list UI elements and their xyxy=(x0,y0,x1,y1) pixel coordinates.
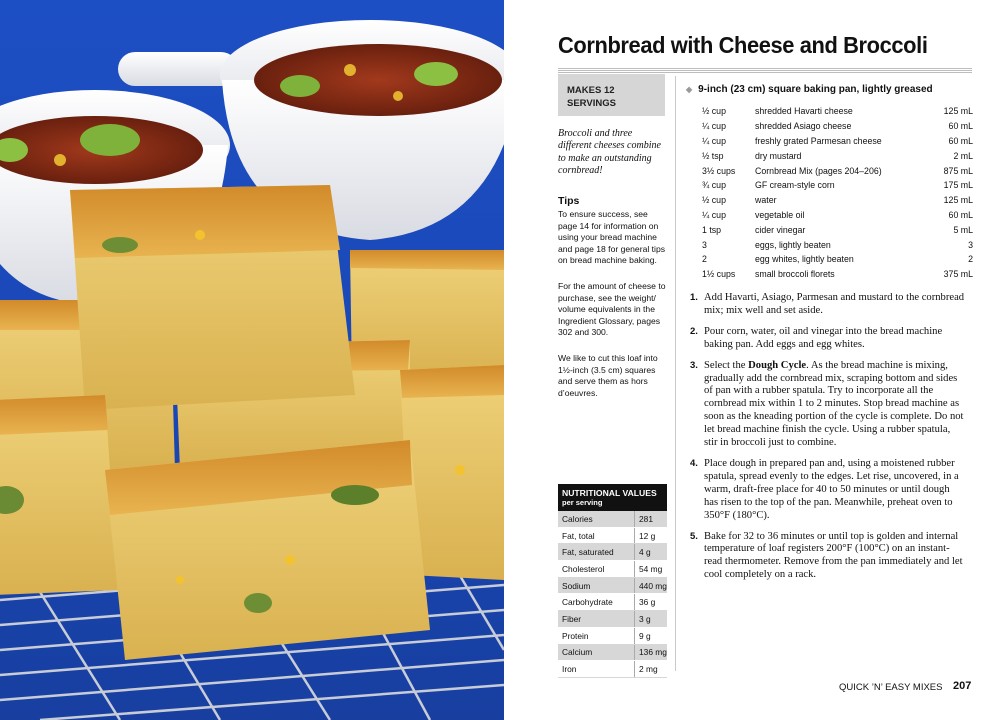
ingredient-quantity: ¾ cup xyxy=(702,180,726,191)
nutrition-rows xyxy=(558,511,667,678)
nutrient-value: 2 mg xyxy=(639,664,658,675)
nutrition-row xyxy=(558,594,667,611)
nutrition-table xyxy=(558,484,667,678)
ingredient-name: cider vinegar xyxy=(755,224,806,235)
nutrient-label: Fat, saturated xyxy=(558,544,635,560)
recipe-page xyxy=(504,0,1008,720)
step-number: 5. xyxy=(690,530,698,542)
nutrient-value: 4 g xyxy=(639,547,651,558)
nutrient-value: 281 xyxy=(639,513,653,524)
ingredient-name: shredded Havarti cheese xyxy=(755,106,853,117)
ingredient-metric: 60 mL xyxy=(948,135,973,146)
ingredient-name: water xyxy=(755,195,777,206)
ingredient-name: Cornbread Mix (pages 204–206) xyxy=(755,165,882,176)
ingredient-quantity: ¼ cup xyxy=(702,135,726,146)
nutrient-label: Calcium xyxy=(558,645,635,661)
cornbread-squares xyxy=(0,185,504,660)
ingredient-quantity: 3 xyxy=(702,239,707,250)
nutrient-label: Fiber xyxy=(558,611,635,627)
ingredient-row xyxy=(702,163,973,178)
nutrient-label: Iron xyxy=(558,661,635,677)
tips-heading: Tips xyxy=(558,195,580,207)
nutrition-subheading: per serving xyxy=(562,498,603,507)
ingredient-row xyxy=(702,237,973,252)
step-number: 1. xyxy=(690,292,698,303)
ingredient-row xyxy=(702,252,973,267)
ingredient-name: GF cream-style corn xyxy=(755,180,835,191)
ingredient-name: dry mustard xyxy=(755,150,802,161)
nutrition-header xyxy=(558,484,667,511)
tip-text: For the amount of cheese to purchase, see the weight/ volume equivalents in the Ingredient Glossary, pages 302 and 300. xyxy=(558,281,666,338)
step-text: Bake for 32 to 36 minutes or until top is golden and internal temperature of loaf registers 200°F (100°C) on an instant-read thermometer. Remove from the pan immediately and let cool completely on a rack. xyxy=(704,530,963,581)
ingredient-row xyxy=(702,178,973,193)
step-text: Pour corn, water, oil and vinegar into the bread machine baking pan. Add eggs and egg whites. xyxy=(704,325,943,350)
nutrient-value: 136 mg xyxy=(639,647,667,658)
ingredient-row xyxy=(702,222,973,237)
ingredient-row xyxy=(702,119,973,134)
ingredient-metric: 3 xyxy=(968,239,973,250)
ingredient-quantity: 1½ cups xyxy=(702,269,736,280)
step-text: . As the bread machine is mixing, gradually add the cornbread mix, scraping bottom and sides of pan with a rubber spatula. Try to incorporate all the cornbread mix within 1 to 2 minutes. Stop bread machine as soon as the kneading portion of the cycle is complete. Do not let bread machine finish the cycle. Using a rubber spatula, stir in broccoli just to combine. xyxy=(704,359,964,449)
ingredient-quantity: 2 xyxy=(702,254,707,265)
ingredient-metric: 2 mL xyxy=(953,150,973,161)
equipment-line xyxy=(686,84,933,95)
ingredient-name: vegetable oil xyxy=(755,209,805,220)
ingredient-quantity: 3½ cups xyxy=(702,165,736,176)
ingredient-metric: 60 mL xyxy=(948,209,973,220)
servings-label: MAKES 12 SERVINGS xyxy=(567,85,616,109)
ingredient-quantity: ¼ cup xyxy=(702,209,726,220)
recipe-intro: Broccoli and three different cheeses combine to make an outstanding cornbread! xyxy=(558,128,661,177)
nutrition-heading: NUTRITIONAL VALUES xyxy=(562,488,657,498)
title-rule xyxy=(558,68,972,73)
ingredient-metric: 2 xyxy=(968,254,973,265)
nutrient-value: 3 g xyxy=(639,613,651,624)
step-emphasis: Dough Cycle xyxy=(748,359,807,371)
method-step xyxy=(690,292,966,318)
step-text: Add Havarti, Asiago, Parmesan and mustard to the cornbread mix; mix well and set aside. xyxy=(704,292,965,316)
diamond-bullet-icon: ◆ xyxy=(686,85,693,94)
ingredient-quantity: ½ cup xyxy=(702,195,726,206)
method-step xyxy=(690,360,966,450)
ingredient-quantity: ½ tsp xyxy=(702,150,724,161)
nutrient-label: Carbohydrate xyxy=(558,594,635,610)
ingredient-list xyxy=(702,104,973,282)
nutrition-row xyxy=(558,511,667,528)
nutrient-label: Protein xyxy=(558,628,635,644)
nutrient-label: Sodium xyxy=(558,578,635,594)
ingredient-metric: 5 mL xyxy=(953,224,973,235)
ingredient-name: shredded Asiago cheese xyxy=(755,121,852,132)
method-step xyxy=(690,531,966,583)
nutrient-label: Calories xyxy=(558,511,635,527)
column-divider xyxy=(675,76,676,671)
nutrition-row xyxy=(558,628,667,645)
ingredient-row xyxy=(702,134,973,149)
nutrition-row xyxy=(558,611,667,628)
step-number: 2. xyxy=(690,325,698,337)
step-text: Place dough in prepared pan and, using a moistened rubber spatula, spread evenly to the edges. Let rise, uncovered, in a warm, draft-free place for 40 to 50 minutes or until dough has risen to the top of the pan. Meanwhile, preheat oven to 350°F (180°C). xyxy=(704,457,959,521)
ingredient-metric: 375 mL xyxy=(943,269,973,280)
ingredient-row xyxy=(702,193,973,208)
ingredient-metric: 125 mL xyxy=(943,106,973,117)
ingredient-metric: 875 mL xyxy=(943,165,973,176)
method-step xyxy=(690,326,966,352)
nutrition-row xyxy=(558,661,667,678)
nutrient-value: 9 g xyxy=(639,630,651,641)
nutrient-value: 12 g xyxy=(639,530,656,541)
ingredient-metric: 175 mL xyxy=(943,180,973,191)
ingredient-metric: 125 mL xyxy=(943,195,973,206)
ingredient-name: freshly grated Parmesan cheese xyxy=(755,135,882,146)
equipment-text: 9-inch (23 cm) square baking pan, lightly greased xyxy=(698,84,933,95)
nutrition-row xyxy=(558,561,667,578)
method-steps xyxy=(690,292,966,590)
nutrient-label: Cholesterol xyxy=(558,561,635,577)
ingredient-quantity: 1 tsp xyxy=(702,224,722,235)
step-number: 4. xyxy=(690,457,698,469)
running-footer: QUICK ’N’ EASY MIXES xyxy=(839,682,943,693)
ingredient-name: small broccoli florets xyxy=(755,269,835,280)
ingredient-name: eggs, lightly beaten xyxy=(755,239,831,250)
nutrient-value: 54 mg xyxy=(639,563,663,574)
ingredient-row xyxy=(702,148,973,163)
nutrient-value: 36 g xyxy=(639,597,656,608)
method-step xyxy=(690,458,966,523)
ingredient-quantity: ¼ cup xyxy=(702,121,726,132)
tip-text: We like to cut this loaf into 1½-inch (3.5 cm) squares and serve them as hors d’oeuvres. xyxy=(558,353,658,398)
recipe-title: Cornbread with Cheese and Broccoli xyxy=(558,32,928,58)
ingredient-row xyxy=(702,208,973,223)
nutrition-row xyxy=(558,544,667,561)
step-number: 3. xyxy=(690,359,698,371)
ingredient-name: egg whites, lightly beaten xyxy=(755,254,854,265)
ingredient-quantity: ½ cup xyxy=(702,106,726,117)
nutrient-label: Fat, total xyxy=(558,528,635,544)
nutrient-value: 440 mg xyxy=(639,580,667,591)
nutrition-row xyxy=(558,578,667,595)
makes-box xyxy=(558,74,665,116)
step-text: Select the xyxy=(704,359,749,371)
ingredient-metric: 60 mL xyxy=(948,121,973,132)
page-number: 207 xyxy=(953,680,972,692)
ingredient-row xyxy=(702,104,973,119)
nutrition-row xyxy=(558,528,667,545)
nutrition-row xyxy=(558,645,667,662)
tip-text: To ensure success, see page 14 for information on using your bread machine and page 18 for general tips on bread machine baking. xyxy=(558,209,666,266)
ingredient-row xyxy=(702,267,973,282)
